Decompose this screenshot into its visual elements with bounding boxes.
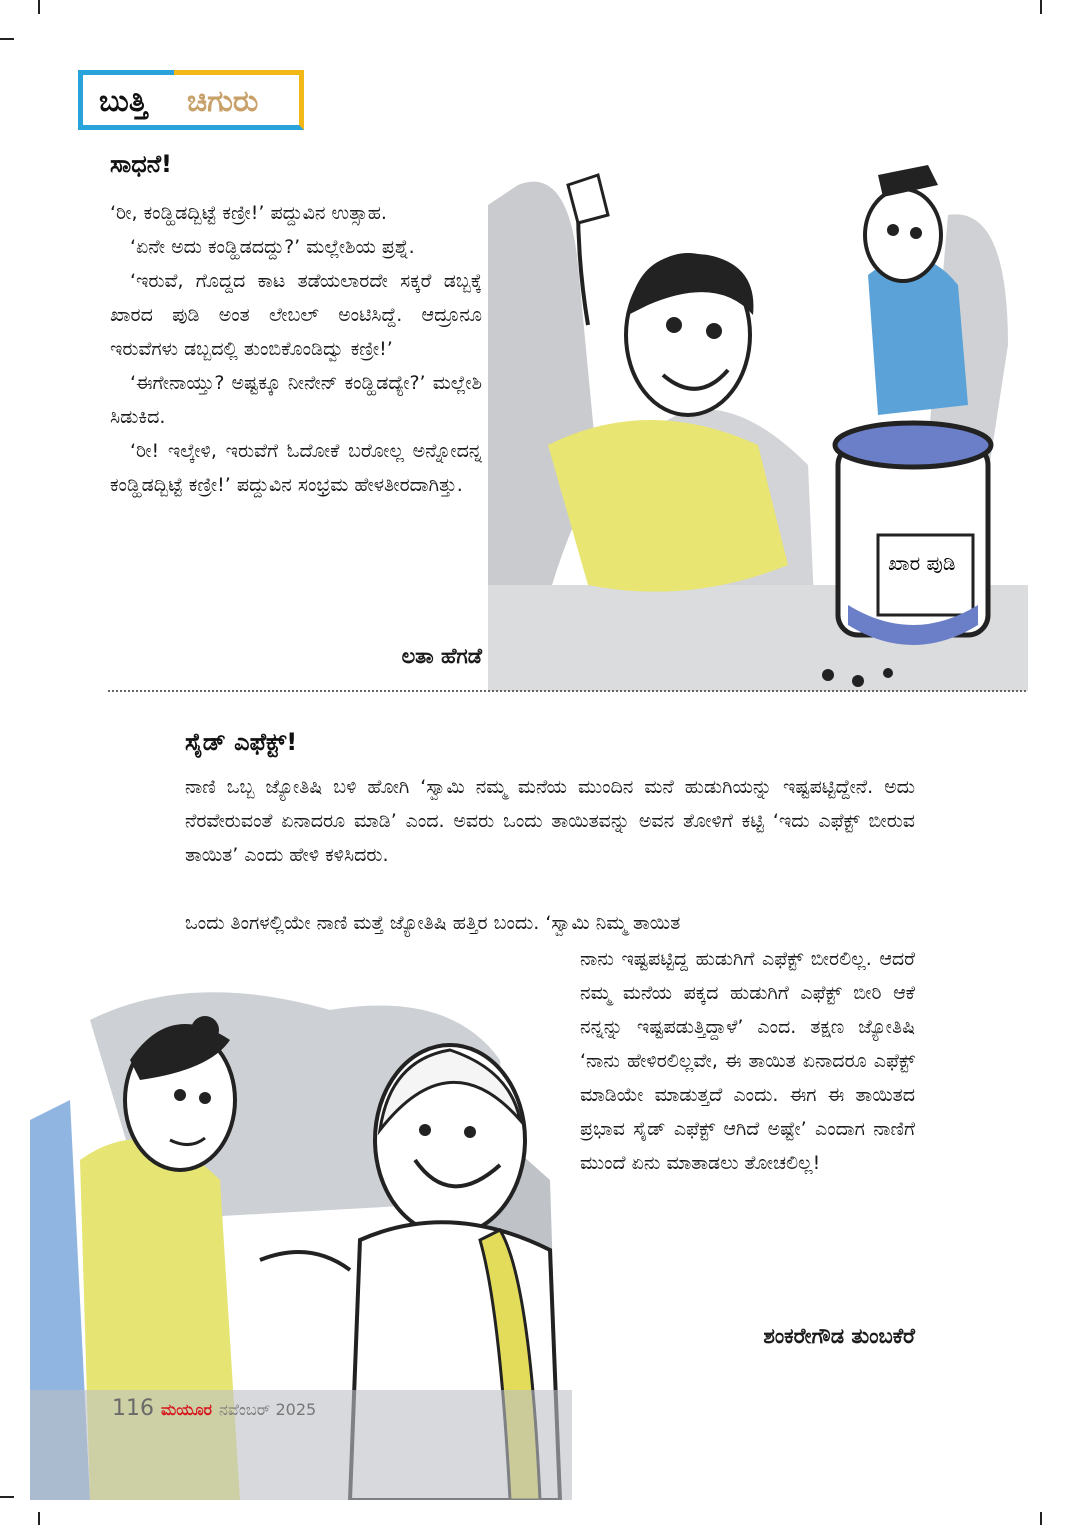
crop-mark bbox=[0, 38, 14, 40]
story1-body bbox=[110, 196, 482, 502]
section-divider bbox=[108, 690, 1026, 692]
story1-paragraph: ‘ರೀ, ಕಂಡ್ಹಿಡದ್ಬಿಟ್ಟೆ ಕಣ್ರೀ!’ ಪದ್ದುವಿನ ಉತ್ಸಾಹ. bbox=[110, 202, 387, 224]
jar-label: ಖಾರ ಪುಡಿ bbox=[888, 551, 956, 575]
crop-mark bbox=[1040, 1512, 1042, 1525]
crop-mark bbox=[0, 1496, 14, 1498]
section-masthead bbox=[78, 70, 304, 130]
story1-paragraph: ‘ಏನೇ ಅದು ಕಂಡ್ಹಿಡದದ್ದು?’ ಮಲ್ಲೇಶಿಯ ಪ್ರಶ್ನೆ. bbox=[130, 236, 415, 258]
cartoon-sugar-jar-illustration bbox=[488, 145, 1028, 691]
story1-paragraph: ‘ಈಗೇನಾಯ್ತು? ಅಷ್ಟಕ್ಕೂ ನೀನೇನ್ ಕಂಡ್ಹಿಡದ್ಯೇ?’ ಮಲ್ಲೇಶಿ ಸಿಡುಕಿದ. bbox=[110, 372, 482, 428]
page-number: 116 bbox=[112, 1396, 154, 1421]
story2-paragraph-2-rest: ನಾನು ಇಷ್ಟಪಟ್ಟಿದ್ದ ಹುಡುಗಿಗೆ ಎಫೆಕ್ಟ್ ಬೀರಲಿಲ್ಲ. ಆದರೆ ನಮ್ಮ ಮನೆಯ ಪಕ್ಕದ ಹುಡುಗಿಗೆ ಎಫೆಕ್ಟ್ ಬೀರಿ ಆಕೆ ನನ್ನನ್ನು ಇಷ್ಟಪಡುತ್ತಿದ್ದಾಳೆ’ ಎಂದ. ತಕ್ಷಣ ಜ್ಯೋತಿಷಿ ‘ನಾನು ಹೇಳಿರಲಿಲ್ಲವೇ, ಈ ತಾಯಿತ ಏನಾದರೂ ಎಫೆಕ್ಟ್ ಮಾಡಿಯೇ ಮಾಡುತ್ತದೆ ಎಂದು. ಈಗ ಈ ತಾಯಿತದ ಪ್ರಭಾವ ಸೈಡ್ ಎಫೆಕ್ಟ್ ಆಗಿದೆ ಅಷ್ಟೇ’ ಎಂದಾಗ ನಾಣಿಗೆ ಮುಂದೆ ಏನು ಮಾತಾಡಲು ತೋಚಲಿಲ್ಲ! bbox=[580, 948, 915, 1174]
masthead-word-1: ಬುತ್ತಿ bbox=[99, 84, 148, 119]
crop-mark bbox=[38, 1512, 40, 1525]
crop-mark bbox=[1040, 0, 1042, 14]
magazine-logo: ಮಯೂರ bbox=[161, 1400, 213, 1419]
story1-author: ಲತಾ ಹೆಗಡೆ bbox=[401, 644, 482, 668]
story2-paragraph-1: ನಾಣಿ ಒಬ್ಬ ಜ್ಯೋತಿಷಿ ಬಳಿ ಹೋಗಿ ‘ಸ್ವಾಮಿ ನಮ್ಮ ಮನೆಯ ಮುಂದಿನ ಮನೆ ಹುಡುಗಿಯನ್ನು ಇಷ್ಟಪಟ್ಟಿದ್ದೇನೆ. ಅದು ನೆರವೇರುವಂತೆ ಏನಾದರೂ ಮಾಡಿ’ ಎಂದ. ಅವರು ಒಂದು ತಾಯಿತವನ್ನು ಅವನ ತೋಳಿಗೆ ಕಟ್ಟಿ ‘ಇದು ಎಫೆಕ್ಟ್ ಬೀರುವ ತಾಯಿತ’ ಎಂದು ಹೇಳಿ ಕಳಿಸಿದರು. bbox=[185, 776, 915, 866]
issue-date: ನವೆಂಬರ್ 2025 bbox=[219, 1400, 317, 1419]
story1-title: ಸಾಧನೆ! bbox=[110, 150, 172, 178]
page-footer bbox=[112, 1396, 316, 1421]
crop-mark bbox=[38, 0, 40, 14]
cartoon-astrologer-illustration bbox=[30, 980, 572, 1500]
story1-paragraph: ‘ರೀ! ಇಲ್ಕೇಳಿ, ಇರುವೆಗೆ ಓದೋಕೆ ಬರೋಲ್ಲ ಅನ್ನೋದನ್ನ ಕಂಡ್ಹಿಡದ್ಬಿಟ್ಟೆ ಕಣ್ರೀ!’ ಪದ್ದುವಿನ ಸಂಭ್ರಮ ಹೇಳತೀರದಾಗಿತ್ತು. bbox=[110, 440, 482, 496]
story2-paragraph-2-lead: ಒಂದು ತಿಂಗಳಲ್ಲಿಯೇ ನಾಣಿ ಮತ್ತೆ ಜ್ಯೋತಿಷಿ ಹತ್ತಿರ ಬಂದು. ‘ಸ್ವಾಮಿ ನಿಮ್ಮ ತಾಯಿತ bbox=[185, 912, 681, 934]
story2-title: ಸೈಡ್ ಎಫೆಕ್ಟ್! bbox=[185, 728, 298, 756]
masthead-word-2: ಚಿಗುರು bbox=[187, 84, 259, 119]
story2-author: ಶಂಕರೇಗೌಡ ತುಂಬಕೆರೆ bbox=[763, 1324, 915, 1348]
story1-paragraph: ‘ಇರುವೆ, ಗೊದ್ದದ ಕಾಟ ತಡೆಯಲಾರದೇ ಸಕ್ಕರೆ ಡಬ್ಬಕ್ಕೆ ಖಾರದ ಪುಡಿ ಅಂತ ಲೇಬಲ್ ಅಂಟಿಸಿದ್ದೆ. ಆದ್ರೂನೂ ಇರುವೆಗಳು ಡಬ್ಬದಲ್ಲಿ ತುಂಬಿಕೊಂಡಿದ್ವು ಕಣ್ರೀ!’ bbox=[110, 270, 482, 360]
